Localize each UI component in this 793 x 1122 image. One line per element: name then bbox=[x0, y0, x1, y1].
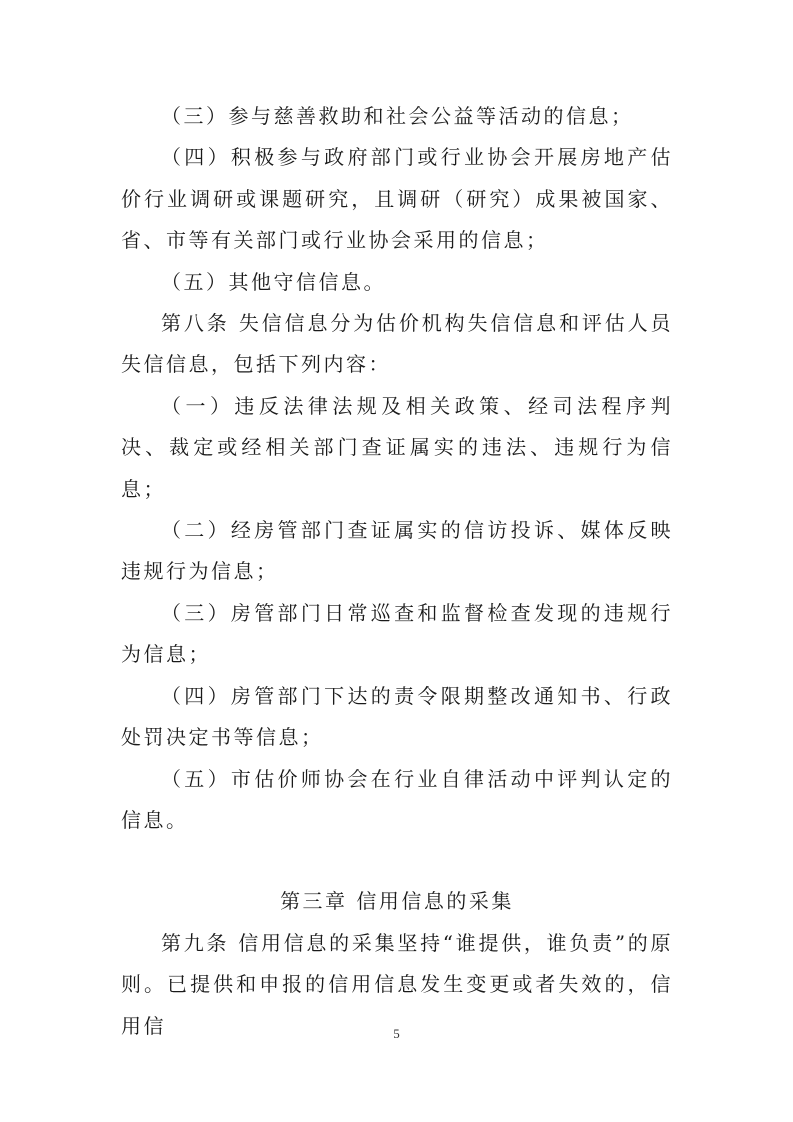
paragraph-research-info: （四）积极参与政府部门或行业协会开展房地产估价行业调研或课题研究，且调研（研究）成果被国家、省、市等有关部门或行业协会采用的信息； bbox=[121, 145, 673, 253]
paragraph-other-trust-info: （五）其他守信信息。 bbox=[161, 269, 386, 294]
paragraph-charity-info: （三）参与慈善救助和社会公益等活动的信息； bbox=[161, 104, 634, 128]
page-number: 5 bbox=[393, 1026, 400, 1041]
paragraph-association-findings: （五）市估价师协会在行业自律活动中评判认定的信息。 bbox=[121, 766, 673, 832]
paragraph-illegal-conduct: （一）违反法律法规及相关政策、经司法程序判决、裁定或经相关部门查证属实的违法、违规行为信息； bbox=[121, 393, 673, 501]
page-content bbox=[121, 96, 673, 1047]
article-9-paragraph: 第九条 信用信息的采集坚持“谁提供，谁负责”的原则。已提供和申报的信用信息发生变更或者失效的，信用信 bbox=[121, 930, 673, 1038]
paragraph-rectification-notices: （四）房管部门下达的责令限期整改通知书、行政处罚决定书等信息； bbox=[121, 683, 673, 750]
article-8-paragraph: 第八条 失信信息分为估价机构失信信息和评估人员失信信息，包括下列内容： bbox=[121, 311, 673, 377]
chapter-title: 第三章 信用信息的采集 bbox=[280, 889, 514, 914]
section-gap bbox=[121, 841, 673, 881]
paragraph-complaints: （二）经房管部门查证属实的信访投诉、媒体反映违规行为信息； bbox=[121, 518, 673, 584]
paragraph-inspection-findings: （三）房管部门日常巡查和监督检查发现的违规行为信息； bbox=[121, 600, 673, 667]
